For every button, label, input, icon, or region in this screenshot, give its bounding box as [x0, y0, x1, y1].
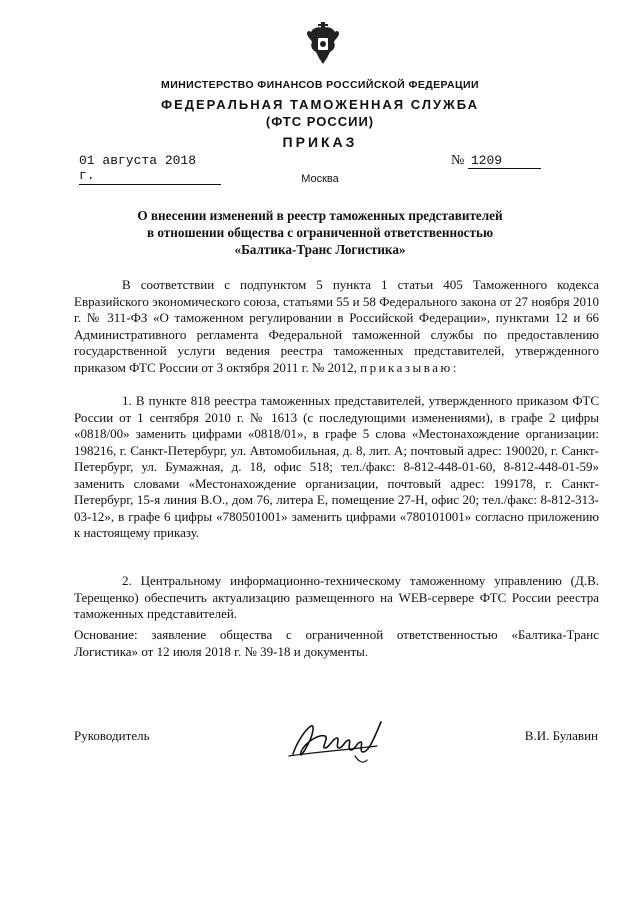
service-name: ФЕДЕРАЛЬНАЯ ТАМОЖЕННАЯ СЛУЖБА: [160, 97, 480, 112]
order-subject: [100, 207, 540, 258]
order-phrase: приказываю:: [360, 359, 459, 375]
order-date: 01 августа 2018 г.: [79, 153, 221, 185]
clause-2-text: 2. Центральному информационно-техническому таможенному управлению (Д.В. Терещенко) обеспечить актуализацию размещенного на WEB-сервере ФТС России реестра таможенных представителей.: [74, 573, 599, 621]
preamble-text: В соответствии с подпунктом 5 пункта 1 статьи 405 Таможенного кодекса Евразийского экономического союза, статьями 55 и 58 Федерального закона от 27 ноября 2010 г. № 311-ФЗ «О таможенном регулировании в Российской Федерации», пунктами 12 и 66 Административного регламента Федеральной таможенной службы по предоставлению государственной услуги ведения реестра таможенных представителей, утвержденного приказом ФТС России от 3 октября 2011 г. № 2012,: [74, 277, 599, 375]
number-sign: №: [451, 153, 465, 168]
coat-of-arms-icon: [306, 22, 340, 66]
subject-line-3: «Балтика-Транс Логистика»: [234, 242, 406, 257]
subject-line-1: О внесении изменений в реестр таможенных представителей: [137, 208, 503, 223]
order-number-block: [451, 153, 541, 169]
basis-text: Основание: заявление общества с ограниченной ответственностью «Балтика-Транс Логистика» от 12 июля 2018 г. № 39-18 и документы.: [74, 627, 599, 659]
service-short-name: (ФТС РОССИИ): [265, 114, 375, 129]
clause-2: [74, 573, 599, 623]
city: Москва: [301, 173, 339, 185]
subject-line-2: в отношении общества с ограниченной ответственностью: [146, 225, 494, 240]
signature-image: [285, 712, 395, 767]
preamble-paragraph: [74, 277, 599, 376]
head-name: В.И. Булавин: [524, 728, 598, 743]
clause-1: [74, 393, 599, 542]
ministry-name: МИНИСТЕРСТВО ФИНАНСОВ РОССИЙСКОЙ ФЕДЕРАЦИИ: [161, 79, 479, 91]
document-type: ПРИКАЗ: [282, 134, 358, 150]
order-number: 1209: [468, 153, 541, 169]
head-title: Руководитель: [74, 728, 150, 743]
clause-1-text: 1. В пункте 818 реестра таможенных представителей, утвержденного приказом ФТС России от 1 сентября 2010 г. № 1613 (с последующими изменениями), в графе 2 цифры «0818/00» заменить цифрами «0818/01», в графе 5 слова «Местонахождение организации: 198216, г. Санкт-Петербург, ул. Автомобильная, д. 8, лит. А; почтовый адрес: 190020, г. Санкт-Петербург, ул. Бумажная, д. 18, офис 518; тел./факс: 8-812-448-01-60, 8-812-448-01-59» заменить словами «Местонахождение организации, почтовый адрес: 199178, г. Санкт-Петербург, 15-я линия В.О., дом 76, литера Е, помещение 27-Н, офис 20; тел./факс: 8-812-313-03-12», в графе 6 цифры «780501001» заменить цифрами «780101001» согласно приложению к настоящему приказу.: [74, 393, 599, 540]
basis-paragraph: [74, 627, 599, 660]
